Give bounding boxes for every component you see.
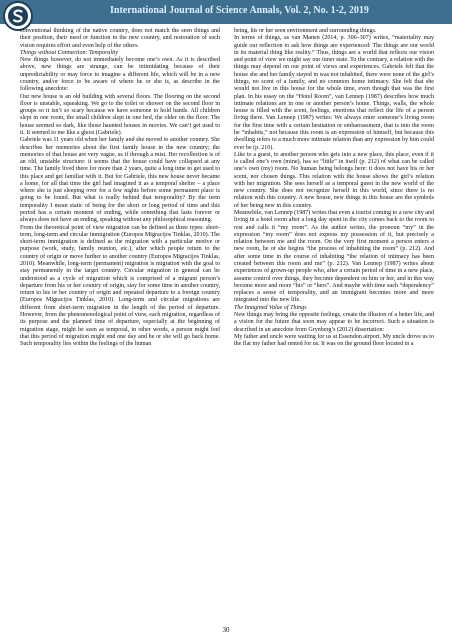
journal-header-band [0,0,452,24]
paragraph: New things may bring the opposite feelings, create the illusion of a better life, and a vision for the future that soon may appear to be incorrect. Such a situation is described in an anecdote from Grynberg’s (2012) dissertation: [234,311,434,333]
paragraph: New things however, do not immediately become one’s own. As it is described above, new things are strange, can be intimidating because of their unpredictability or may force to imagine a different life, which will be in a new country, and/or force to be aware of where he or she is, as describe in the following anecdote: [20,57,220,93]
paragraph: Our new house is an old building with several floors. The flooring on the second floor is unstable, squeaking. We go to the toilet or shower on the second floor in groups so it isn’t so scary because we have someone to hold hands. All children slept in one room, the small children slept in one bed, the older on the floor. The house seemed so dark, like those haunted houses in movies. We can’t get used to it. It seemed to me like a ghost (Gabriele). [20,93,220,136]
paragraph: Like to a guest, to another person who gets into a new place, this place, even if it is called one’s own (mine), has so “little” in itself (p. 212) of what can be called one’s own (my) room. No human being belongs here: it does not have his or her scent, nor chosen things. This relation with the house shows the girl’s relation with her migration. She sees herself as a temporal guest in the new world of the new country. She does not recognize herself in this world, since there is no relation with this country. A new house, new things in this house are the symbols of her being new in this country. [234,151,434,209]
paragraph: In terms of things, as van Manen (2014, p. 306–307) writes, “materiality may guide our reflection to ask how things are experienced: The things are our world in its material thing like reality.” Thus, things are a world that reflects our vision and point of view we might say our inner state. To the contrary, a relation with the things may depend on our point of views and experiences. Gabriele felt that the house she and her family stayed in was not inhabited, there were none of the girl’s things, no scent of a family, and no common home intimacy. She felt that she would not live in this house for the whole time, even though that was the first plan. In his essay on the “Hotel Room”, van Lennep (1987) describes how much intimate relations are in one or another person’s home. Things, walls, the whole house is filled with the scent, feelings, emotions that reflect the life of a person living there. Van Lennep (1987) writes: We always enter someone’s living room for the first time with a certain hesitation or embarrassment, that is into the room he “inhabits,” not because this room is an expression of himself, but because this dwelling refers to a much more intimate relation than any expression by him could ever be (p. 210). [234,35,434,151]
journal-logo-icon [3,1,33,31]
subheading: The Imagined Value of Things [234,304,307,311]
paragraph: Meanwhile, van Lennep (1987) writes that even a tourist coming to a new city and living in a hotel room after a long day spent in the city comes back to the room to rest and calls it “my room”. As the author writes, the pronoun “my” in the expression “my room” does not express my possession of it, but precisely a relation between me and the room. On the very first moment a person enters a new room, he or she begins “the process of inhabiting the room” (p. 212). And after some time in the course of inhabiting “the relation of intimacy has been created between this room and me” (p. 212). Van Lennep (1987) writes about experiences of grown-up people who, after a certain period of time in a new place, assume control over things, they become dependent on him or her, and in this way become more and more “his” or “hers”. And maybe with time such “dependency” replaces a sense of temporality, and an immigrant becomes more and more integrated into the new life. [234,210,434,304]
paragraph: being, his or her seen environment and surrounding things. [234,28,377,34]
paragraph: conventional thinking of the native country, does not match the seen things and their position, their need or function in the new country, and restoration of such vision requires effort and even help of the others. [20,28,220,49]
paragraph: Gabriele was 11 years old when her family and she moved to another country. She describes her memories about the first family house in the new country; the memories of that house are very vague, as if through a mist. Her recollection is of an old, unstable structure: it seems that the house could have collapsed at any time. The family lived there for more than 2 years, quite a long time to get used to this place and get familiar with it. But for Gabriele, this new house never became a home, for all that time the girl had imagined it as a temporal shelter – a place where she is just sleeping over for a few nights before some permanent place is going to be found. But what is really behind that temporality? By the term temporality I mean static of being for the short or long period of time and this period has a certain moment of ending, while something that lasts forever or always does not have an ending, speaking without any philosophical reasoning. [20,137,220,224]
page-number: 30 [222,626,230,634]
journal-title: International Journal of Science Annals, Vol. 2, No. 1-2, 2019 [110,5,369,16]
right-column [234,28,434,348]
subheading: Things without Connection: Temporality [20,49,119,56]
paragraph: My father and uncle were waiting for us at Essendon airport. My uncle drove us to the flat my father had rented for us. It was on the ground floor located in a [234,333,434,348]
left-column [20,28,220,348]
paragraph: From the theoretical point of view migration can be defined as three types: short-term, long-term and circular immigration (Europos Migracijos Tinklas, 2010). The short-term immigration is defined as the migration with a particular motive or purpose (work, study, family reunion, etc.), after which people return to the country of origin or move further to another country (Europos Migracijos Tinklas, 2010). Meanwhile, long-term (permanent) migration is migration with the goal to stay permanently in the target country. Circular migration in general can be understood as a cycle of migration which is comprised of a migrant person’s departure from his or her country of origin, stay for some time in another country, return to his or her country of origin and repeated departure to a foreign country (Europos Migracijos Tinklas, 2010). Long-term and circular migrations are different from short-term migration in the length of the period of departure. However, from the phenomenological point of view, each migration, regardless of its purpose and the planned time of departure, especially at the beginning of migration stage, might be seen as temporal, in other words, a person might feel that this period of migration might end one day and he or she will go back home. Such temporality lies within the feelings of the human [20,224,220,348]
